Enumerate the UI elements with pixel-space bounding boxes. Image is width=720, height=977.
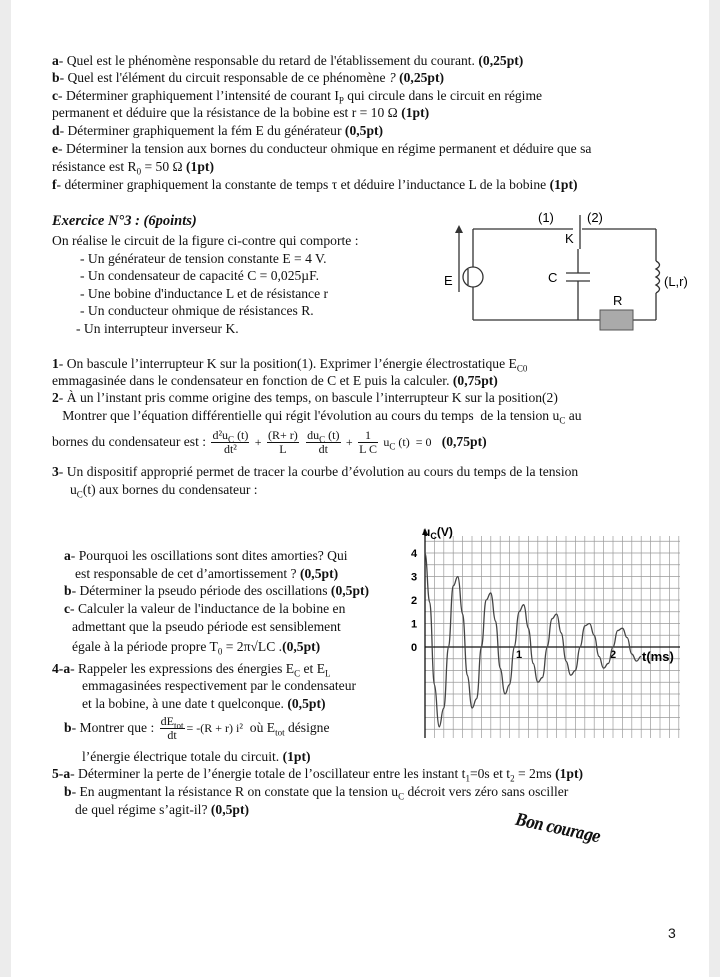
- question-5b-line1: b- En augmentant la résistance R on constate que la tension $u_C$ décroit vers zéro sans osciller: [64, 784, 569, 802]
- differential-equation: bornes du condensateur est : $\frac{d^2u_C (t)}{\text{dt²}}$ + $\frac{(R+ r)}{L}$ $\frac{du_C (t)}{dt}$ + $\frac{1}{\text{L C}}$ $u_C$ (t) = 0 (0,75pt): [52, 428, 487, 457]
- y-tick-label: 1: [411, 618, 418, 631]
- question-3c-line2: admettant que la pseudo période est sensiblement: [72, 619, 341, 634]
- position-2-label: (2): [587, 210, 603, 225]
- x-tick-label: 1: [516, 649, 523, 661]
- question-4b-line2: l’énergie électrique totale du circuit. (1pt): [82, 749, 311, 764]
- y-tick-label: 0: [411, 642, 418, 654]
- question-e-line1: e- Déterminer la tension aux bornes du conducteur ohmique en régime permanent et déduire que sa: [52, 141, 592, 156]
- x-tick-label: 2: [610, 649, 617, 661]
- question-1-line2: emmagasinée dans le condensateur en fonction de C et E puis la calculer. (0,75pt): [52, 373, 498, 388]
- question-3a-line2: est responsable de cet d’amortissement ? (0,5pt): [75, 566, 339, 581]
- signature: Bon courage: [513, 810, 602, 848]
- page-number: 3: [668, 925, 676, 941]
- component-item: - Un conducteur ohmique de résistances R.: [80, 303, 314, 318]
- fraction-energy-derivative: $\frac{dE_{tot}}{dt}$: [160, 714, 184, 743]
- question-5b-line2: de quel régime s’agit-il? (0,5pt): [75, 802, 250, 817]
- coil-label: (L,r): [664, 274, 688, 289]
- question-3b: b- Déterminer la pseudo période des oscillations (0,5pt): [64, 583, 370, 598]
- component-item: - Un générateur de tension constante E = 4 V.: [80, 251, 327, 266]
- capacitor-label: C: [548, 270, 558, 285]
- question-c-line2: permanent et déduire que la résistance de la bobine est r = 10 Ω (1pt): [52, 105, 430, 120]
- component-item: - Un interrupteur inverseur K.: [76, 321, 239, 336]
- question-4b-line1: b- Montrer que : $\frac{dE_{tot}}{dt}$ = -(R + r) i² où $E_{tot}$ désigne: [64, 714, 330, 743]
- question-3-line2: $u_C(t)$ aux bornes du condensateur :: [70, 482, 258, 500]
- question-3c-line3: égale à la période propre $T_0 = 2\pi√LC$ .(0,5pt): [72, 639, 321, 657]
- generator-label: E: [444, 273, 453, 288]
- y-tick-label: 3: [411, 571, 418, 584]
- y-axis-label: $u_C(V)$: [423, 525, 453, 541]
- switch-label: K: [565, 231, 574, 246]
- fraction-first-derivative: $\frac{du_C (t)}{dt}$: [307, 428, 340, 457]
- fraction-resistance: $\frac{(R+ r)}{L}$: [267, 428, 298, 457]
- resistor-symbol: [600, 310, 633, 330]
- generator-symbol: [463, 267, 483, 287]
- component-item: - Un condensateur de capacité C = 0,025µF.: [80, 268, 320, 283]
- question-f: f- déterminer graphiquement la constante de temps τ et déduire l’inductance L de la bobine (1pt): [52, 177, 578, 192]
- fraction-lc: $\frac{1}{\text{L C}}$: [359, 428, 377, 457]
- exercise-intro: On réalise le circuit de la figure ci-contre qui comporte :: [52, 233, 359, 248]
- circuit-diagram: [430, 205, 700, 335]
- question-d: d- Déterminer graphiquement la fém E du générateur (0,5pt): [52, 123, 384, 138]
- question-5a: 5-a- Déterminer la perte de l’énergie totale de l’oscillateur entre les instant $t_1=0s$ et $t_2 = 2ms$ (1pt): [52, 766, 584, 784]
- component-item: - Une bobine d'inductance L et de résistance r: [80, 286, 329, 301]
- x-axis-label: t(ms): [642, 649, 674, 664]
- question-a: a- Quel est le phénomène responsable du retard de l'établissement du courant. (0,25pt): [52, 53, 524, 68]
- question-2-line1: 2- À un l’instant pris comme origine des temps, on bascule l’interrupteur K sur la position(2): [52, 390, 558, 405]
- question-4a-line3: et la bobine, à une date t quelconque. (0,5pt): [82, 696, 326, 711]
- graph-grid: [425, 536, 680, 738]
- fraction-second-derivative: $\frac{d^2u_C (t)}{\text{dt²}}$: [212, 428, 249, 457]
- question-c-line1: c- Déterminer graphiquement l’intensité de courant $I_P$ qui circule dans le circuit en régime: [52, 88, 543, 106]
- y-tick-label: 2: [411, 595, 418, 607]
- question-4a-line2: emmagasinées respectivement par le condensateur: [82, 678, 357, 693]
- question-3a-line1: a- Pourquoi les oscillations sont dites amorties? Qui: [64, 548, 348, 563]
- question-b: b- Quel est l'élément du circuit responsable de ce phénomène ? (0,25pt): [52, 70, 445, 85]
- question-e-line2: résistance est $R_0 = 50$ Ω (1pt): [52, 159, 214, 177]
- position-1-label: (1): [538, 210, 554, 225]
- question-2-line2: Montrer que l’équation différentielle qui régit l'évolution au cours du temps de la tension $u_C$ au: [52, 408, 582, 426]
- question-3-line1: 3- Un dispositif approprié permet de tracer la courbe d’évolution au cours du temps de la tension: [52, 464, 579, 479]
- question-1-line1: 1- On bascule l’interrupteur K sur la position(1). Exprimer l’énergie électrostatique $E_{C0}$: [52, 356, 528, 374]
- resistor-label: R: [613, 293, 623, 308]
- question-4a-line1: 4-a- Rappeler les expressions des énergies $E_C$ et $E_L$: [52, 661, 331, 679]
- exercise-title: Exercice N°3 : (6points): [52, 213, 197, 229]
- oscillation-graph: [405, 520, 685, 745]
- y-tick-label: 4: [411, 548, 418, 560]
- question-3c-line1: c- Calculer la valeur de l'inductance de la bobine en: [64, 601, 346, 616]
- uc-curve: [425, 553, 641, 727]
